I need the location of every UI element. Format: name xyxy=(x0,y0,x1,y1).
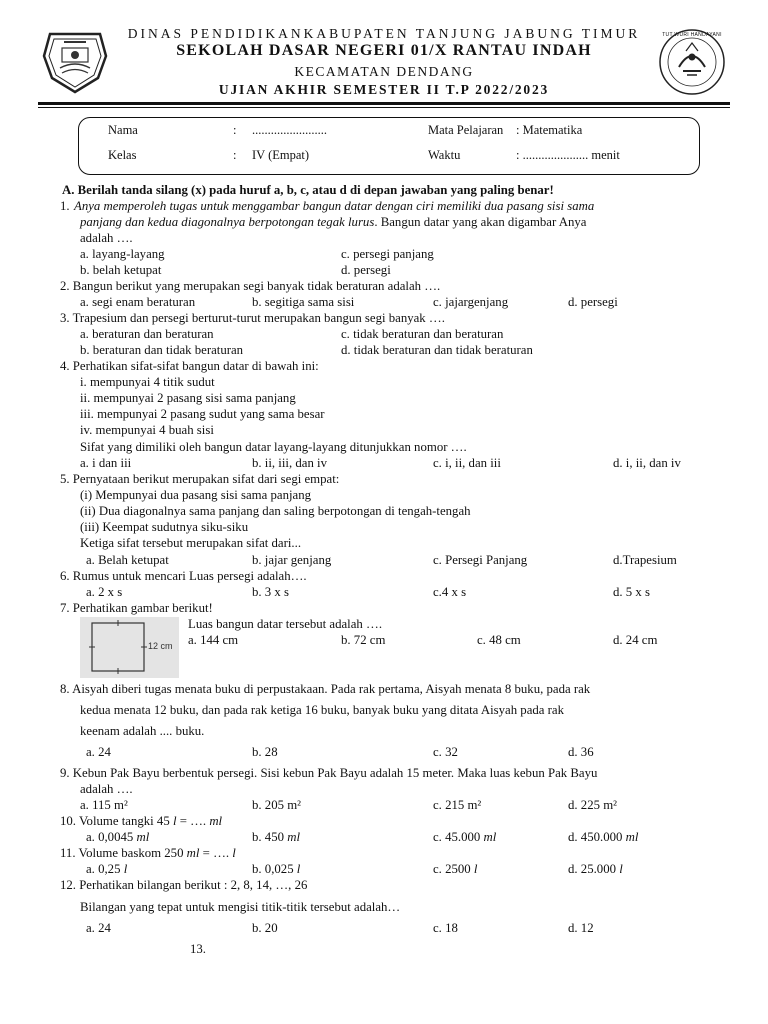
q1-option-a[interactable]: a. layang-layang xyxy=(80,247,165,261)
kelas-colon: : xyxy=(233,148,237,162)
q11-option-c-value: c. 2500 xyxy=(433,862,474,876)
q10-unit-ml: ml xyxy=(209,814,223,828)
q6-option-a[interactable]: a. 2 x s xyxy=(86,585,123,599)
q11-option-b-unit: l xyxy=(296,862,301,876)
q3-option-d[interactable]: d. tidak beraturan dan tidak beraturan xyxy=(341,343,533,357)
q11-option-c-unit: l xyxy=(473,862,478,876)
q1-option-c[interactable]: c. persegi panjang xyxy=(341,247,434,261)
q3-text: 3. Trapesium dan persegi berturut-turut merupakan bangun segi banyak …. xyxy=(60,311,445,325)
section-a-instruction: A. Berilah tanda silang (x) pada huruf a, b, c, atau d di depan jawaban yang paling benar! xyxy=(62,183,554,197)
q4-option-a[interactable]: a. i dan iii xyxy=(80,456,132,470)
q7-square-figure xyxy=(80,617,179,678)
q10-text xyxy=(60,814,222,829)
q2-option-d[interactable]: d. persegi xyxy=(568,295,618,309)
q1-option-d[interactable]: d. persegi xyxy=(341,263,391,277)
q11-unit-ml: ml xyxy=(186,846,200,860)
q8-option-b[interactable]: b. 28 xyxy=(252,745,278,759)
q10-option-c-value: c. 45.000 xyxy=(433,830,484,844)
q7-figure-label: 12 cm xyxy=(148,641,173,651)
mapel-label: Mata Pelajaran xyxy=(428,123,504,137)
q11-text xyxy=(60,846,236,861)
q12-option-c[interactable]: c. 18 xyxy=(433,921,458,935)
q12-option-b[interactable]: b. 20 xyxy=(252,921,278,935)
tut-wuri-handayani-logo xyxy=(657,27,727,97)
q6-option-d[interactable]: d. 5 x s xyxy=(613,585,650,599)
q9-line2: adalah …. xyxy=(80,782,133,796)
q2-option-a[interactable]: a. segi enam beraturan xyxy=(80,295,196,309)
logo-caption: TUT WURI HANDAYANI xyxy=(662,32,722,38)
q1-line2-tail: . Bangun datar yang akan digambar Anya xyxy=(374,215,587,229)
q1-line2 xyxy=(80,215,586,230)
q1-line2-italic: panjang dan kedua diagonalnya berpotongan tegak lurus xyxy=(80,215,375,229)
q1-number: 1. xyxy=(60,199,70,213)
nama-field[interactable]: ........................ xyxy=(252,123,327,137)
q1-line1: Anya memperoleh tugas untuk menggambar bangun datar dengan ciri memiliki dua pasang sisi sama xyxy=(74,199,595,213)
q7-option-a[interactable]: a. 144 cm xyxy=(188,633,239,647)
q11-option-b[interactable] xyxy=(252,862,300,877)
q4-item-iv: iv. mempunyai 4 buah sisi xyxy=(80,423,214,437)
q11-option-a-value: a. 0,25 xyxy=(86,862,124,876)
q5-option-d[interactable]: d.Trapesium xyxy=(613,553,677,567)
q4-option-d[interactable]: d. i, ii, dan iv xyxy=(613,456,681,470)
q9-option-d[interactable]: d. 225 m² xyxy=(568,798,617,812)
q9-option-a[interactable]: a. 115 m² xyxy=(80,798,128,812)
q4-question: Sifat yang dimiliki oleh bangun datar layang-layang ditunjukkan nomor …. xyxy=(80,440,467,454)
q11-mid: = …. xyxy=(199,846,233,860)
q10-mid: = …. xyxy=(176,814,210,828)
header-rule-thick xyxy=(38,102,730,105)
q8-line1: 8. Aisyah diberi tugas menata buku di perpustakaan. Pada rak pertama, Aisyah menata 8 buku, pada rak xyxy=(60,682,591,696)
q5-question: Ketiga sifat tersebut merupakan sifat dari... xyxy=(80,536,302,550)
q11-pre: 11. Volume baskom 250 xyxy=(60,846,187,860)
q6-text: 6. Rumus untuk mencari Luas persegi adalah…. xyxy=(60,569,307,583)
q5-statement-3: (iii) Keempat sudutnya siku-siku xyxy=(80,520,249,534)
q11-option-d-unit: l xyxy=(619,862,623,876)
q10-option-b[interactable] xyxy=(252,830,300,845)
q8-option-c[interactable]: c. 32 xyxy=(433,745,458,759)
q3-option-b[interactable]: b. beraturan dan tidak beraturan xyxy=(80,343,244,357)
q4-item-ii: ii. mempunyai 2 pasang sisi sama panjang xyxy=(80,391,296,405)
q7-question: Luas bangun datar tersebut adalah …. xyxy=(188,617,383,631)
q11-option-a-unit: l xyxy=(123,862,128,876)
q11-option-d-value: d. 25.000 xyxy=(568,862,620,876)
q2-option-b[interactable]: b. segitiga sama sisi xyxy=(252,295,355,309)
q2-text: 2. Bangun berikut yang merupakan segi banyak tidak beraturan adalah …. xyxy=(60,279,441,293)
header-rule-thin xyxy=(38,107,730,108)
q10-option-c-unit: ml xyxy=(483,830,497,844)
q10-option-d[interactable] xyxy=(568,830,638,845)
q9-line1: 9. Kebun Pak Bayu berbentuk persegi. Sisi kebun Pak Bayu adalah 15 meter. Maka luas kebun Pak Bayu xyxy=(60,766,598,780)
q10-option-d-value: d. 450.000 xyxy=(568,830,626,844)
q2-option-c[interactable]: c. jajargenjang xyxy=(433,295,509,309)
q1-line3: adalah …. xyxy=(80,231,133,245)
student-info-box xyxy=(78,117,700,175)
q10-unit-l: l xyxy=(172,814,177,828)
q11-unit-l: l xyxy=(232,846,236,860)
q4-item-iii: iii. mempunyai 2 pasang sudut yang sama besar xyxy=(80,407,325,421)
q4-option-c[interactable]: c. i, ii, dan iii xyxy=(433,456,501,470)
header-school: SEKOLAH DASAR NEGERI 01/X RANTAU INDAH xyxy=(176,42,592,59)
q11-option-d[interactable] xyxy=(568,862,623,877)
q5-statement-1: (i) Mempunyai dua pasang sisi sama panjang xyxy=(80,488,311,502)
q8-option-a[interactable]: a. 24 xyxy=(86,745,111,759)
q6-option-b[interactable]: b. 3 x s xyxy=(252,585,289,599)
q9-option-b[interactable]: b. 205 m² xyxy=(252,798,301,812)
kelas-label: Kelas xyxy=(108,148,137,162)
q13-number: 13. xyxy=(190,942,206,956)
header-exam-title: UJIAN AKHIR SEMESTER II T.P 2022/2023 xyxy=(218,82,550,97)
q10-option-b-unit: ml xyxy=(287,830,301,844)
q4-text: 4. Perhatikan sifat-sifat bangun datar di bawah ini: xyxy=(60,359,319,373)
q8-option-d[interactable]: d. 36 xyxy=(568,745,594,759)
q10-option-d-unit: ml xyxy=(625,830,639,844)
q10-option-b-value: b. 450 xyxy=(252,830,288,844)
q4-item-i: i. mempunyai 4 titik sudut xyxy=(80,375,215,389)
nama-label: Nama xyxy=(108,123,138,137)
q10-option-a[interactable] xyxy=(86,830,149,845)
mapel-value: : Matematika xyxy=(516,123,583,137)
q11-option-b-value: b. 0,025 xyxy=(252,862,297,876)
q10-pre: 10. Volume tangki 45 xyxy=(60,814,173,828)
q6-option-c[interactable]: c.4 x s xyxy=(433,585,467,599)
q12-question: Bilangan yang tepat untuk mengisi titik-titik tersebut adalah… xyxy=(80,900,401,914)
q1-option-b[interactable]: b. belah ketupat xyxy=(80,263,162,277)
q9-option-c[interactable]: c. 215 m² xyxy=(433,798,482,812)
q11-option-a[interactable] xyxy=(86,862,127,877)
q5-option-a[interactable]: a. Belah ketupat xyxy=(86,553,169,567)
q4-option-b[interactable]: b. ii, iii, dan iv xyxy=(252,456,328,470)
waktu-field[interactable]: : ..................... menit xyxy=(516,148,620,162)
header-agency: DINAS PENDIDIKANKABUPATEN TANJUNG JABUNG TIMUR xyxy=(127,26,641,41)
q5-text: 5. Pernyataan berikut merupakan sifat dari segi empat: xyxy=(60,472,340,486)
q3-option-a[interactable]: a. beraturan dan beraturan xyxy=(80,327,214,341)
q7-option-c[interactable]: c. 48 cm xyxy=(477,633,521,647)
q12-text: 12. Perhatikan bilangan berikut : 2, 8, 14, …, 26 xyxy=(60,878,308,892)
q5-option-c[interactable]: c. Persegi Panjang xyxy=(433,553,528,567)
q12-option-d[interactable]: d. 12 xyxy=(568,921,594,935)
q10-option-c[interactable] xyxy=(433,830,496,845)
q8-line3: keenam adalah .... buku. xyxy=(80,724,205,738)
kelas-value: IV (Empat) xyxy=(252,148,310,162)
q10-option-a-unit: ml xyxy=(136,830,150,844)
waktu-label: Waktu xyxy=(428,148,461,162)
q5-statement-2: (ii) Dua diagonalnya sama panjang dan saling berpotongan di tengah-tengah xyxy=(80,504,471,518)
q3-option-c[interactable]: c. tidak beraturan dan beraturan xyxy=(341,327,504,341)
q7-text: 7. Perhatikan gambar berikut! xyxy=(60,601,213,615)
q12-option-a[interactable]: a. 24 xyxy=(86,921,111,935)
q7-option-d[interactable]: d. 24 cm xyxy=(613,633,658,647)
q10-option-a-value: a. 0,0045 xyxy=(86,830,137,844)
q7-option-b[interactable]: b. 72 cm xyxy=(341,633,386,647)
q8-line2: kedua menata 12 buku, dan pada rak ketiga 16 buku, banyak buku yang ditata Aisyah pada rak xyxy=(80,703,565,717)
q11-option-c[interactable] xyxy=(433,862,477,877)
header-district: KECAMATAN DENDANG xyxy=(294,64,474,79)
q5-option-b[interactable]: b. jajar genjang xyxy=(252,553,332,567)
nama-colon: : xyxy=(233,123,237,137)
